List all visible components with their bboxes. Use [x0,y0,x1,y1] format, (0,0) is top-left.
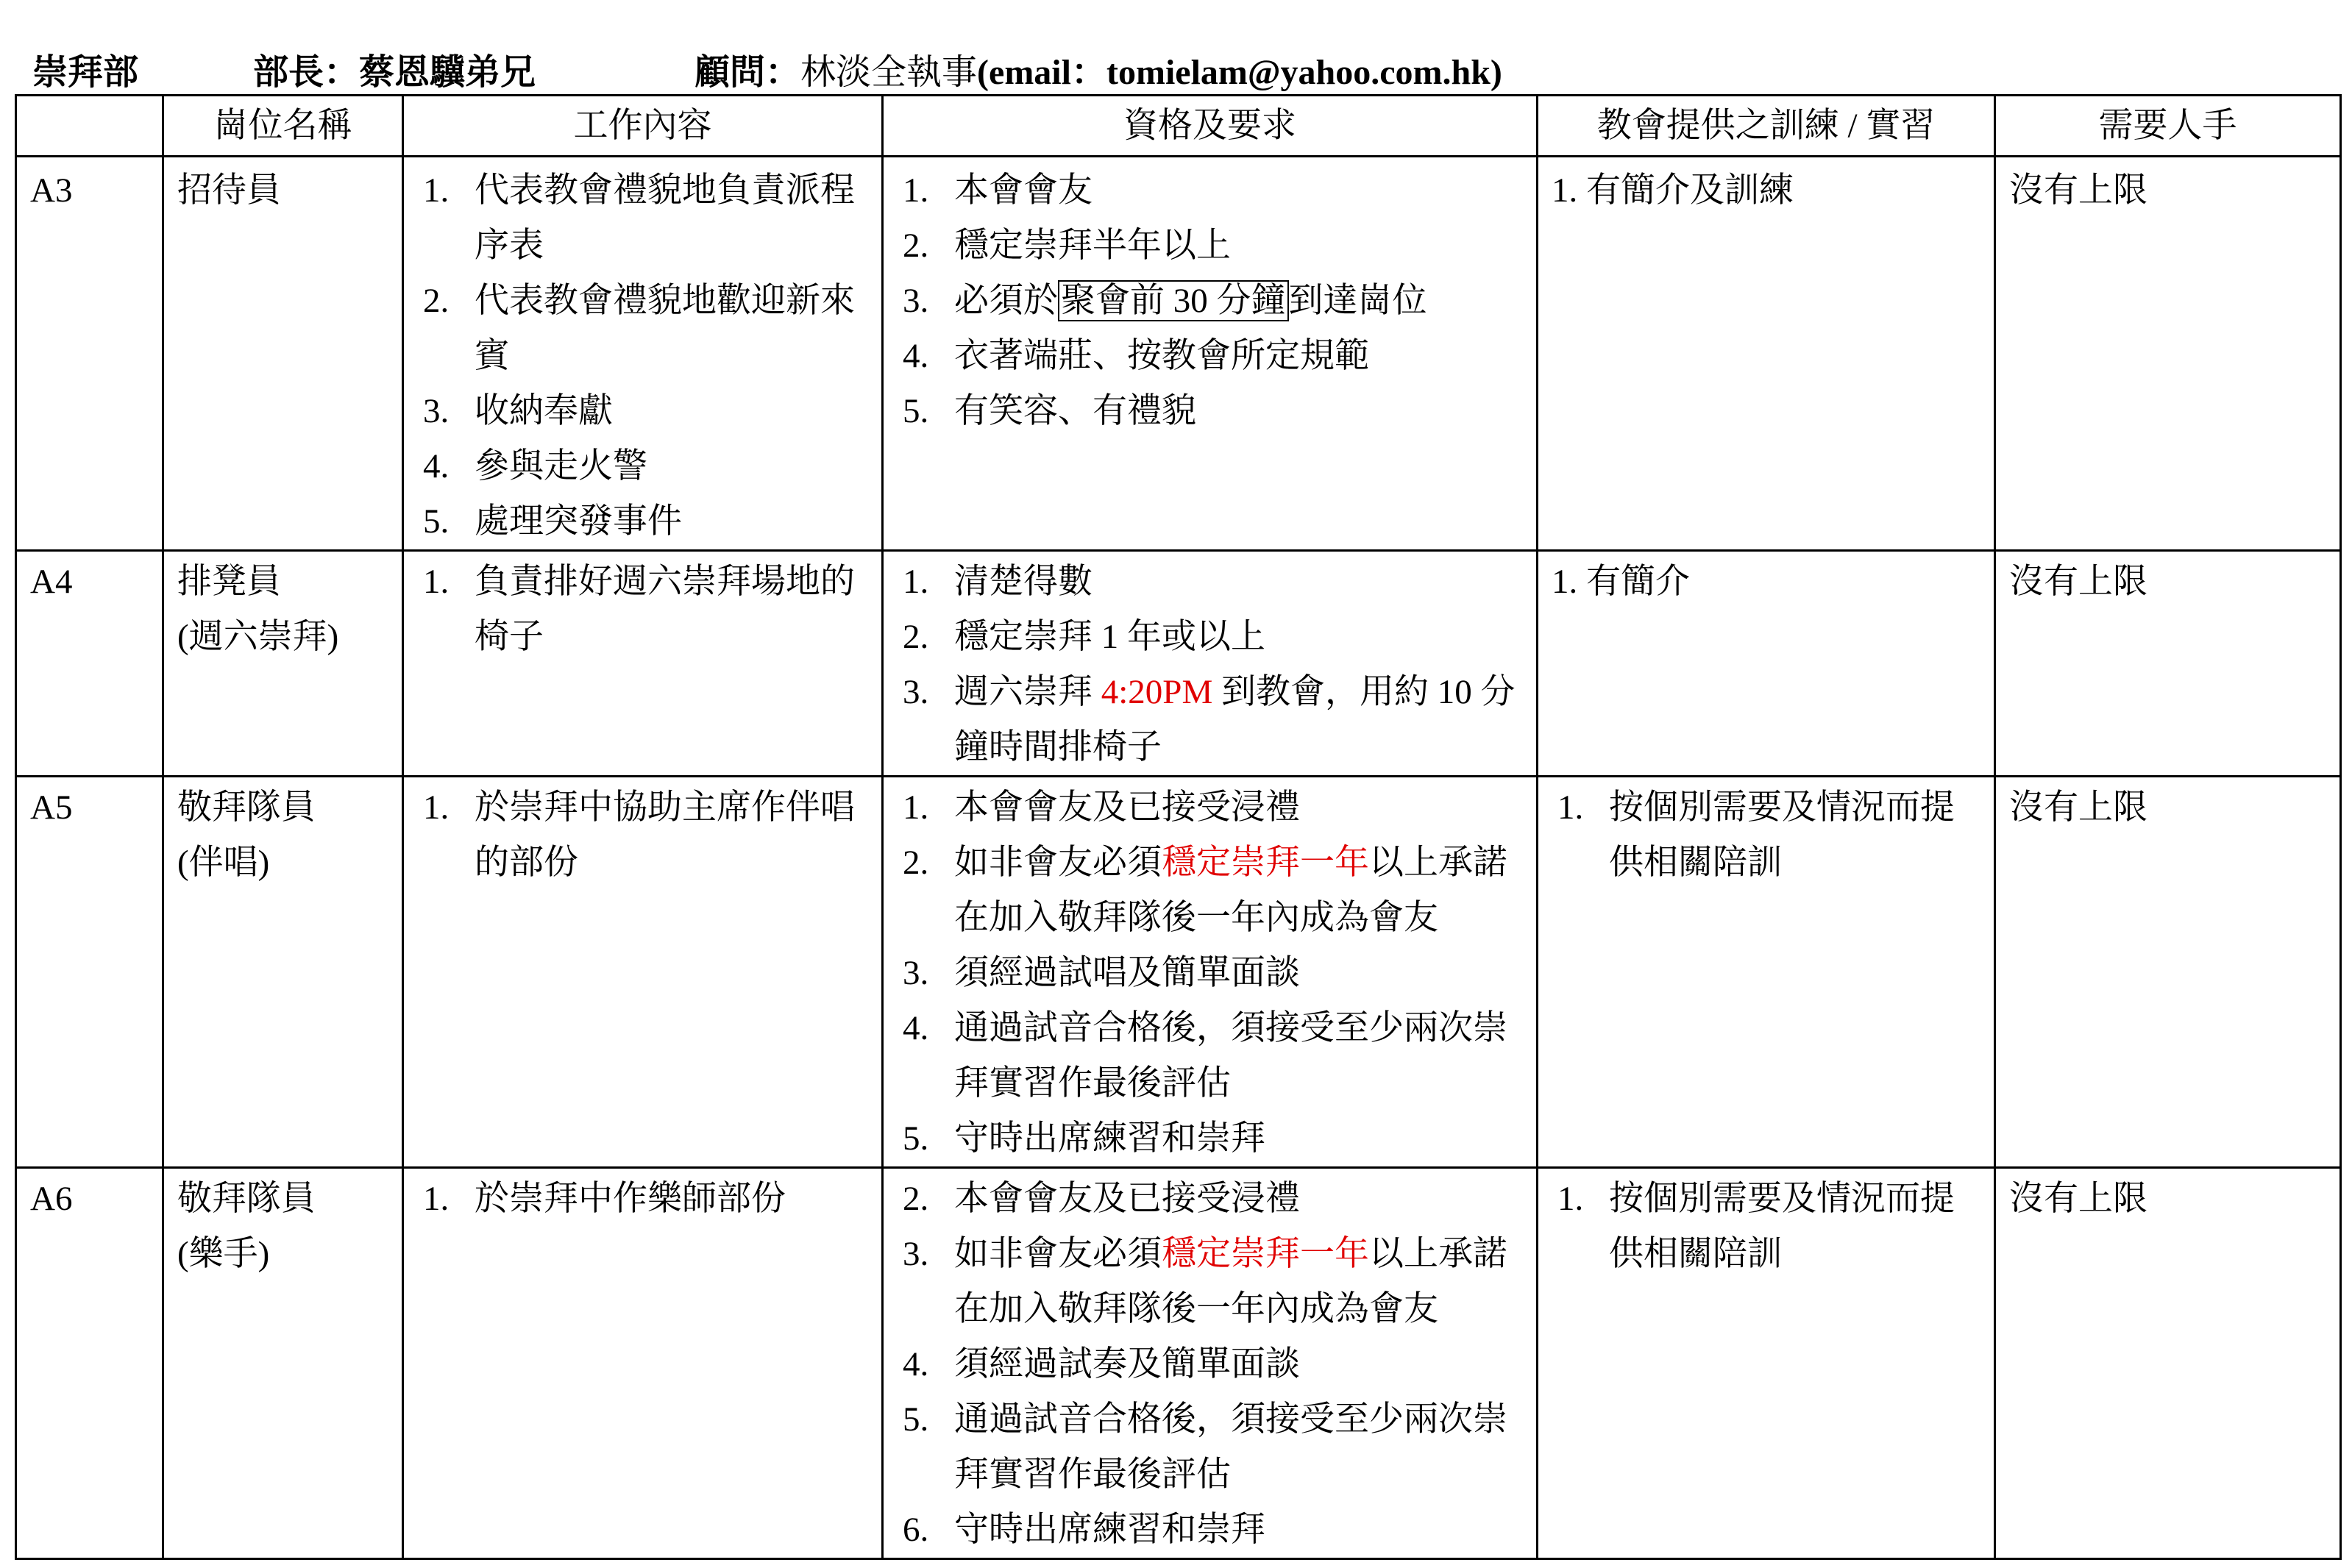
role-requirements [883,1168,1538,1559]
list-item: 2. 本會會友及已接受浸禮 [903,1180,1300,1218]
position-line: (樂手) [177,1235,270,1273]
role-manpower: 沒有上限 [1995,777,2341,1168]
list-item: 4. 參與走火警 [423,447,647,485]
role-requirements [883,777,1538,1168]
table-row [16,777,2341,1168]
col-header-position: 崗位名稱 [163,96,403,157]
boxed-text: 聚會前 30 分鐘 [1058,280,1289,321]
list-item: 3. 必須於聚會前 30 分鐘到達崗位 [903,282,1427,320]
list-item: 3. 收納奉獻 [423,392,613,430]
role-manpower: 沒有上限 [1995,551,2341,777]
advisor-info [694,47,1502,99]
advisor-name: 林淡全執事 [800,53,978,92]
table-row [16,551,2341,777]
list-item: 2. 穩定崇拜 1 年或以上 [903,618,1265,656]
col-header-training: 教會提供之訓練 / 實習 [1538,96,1995,157]
role-duties [403,777,883,1168]
table-row [16,1168,2341,1559]
role-position [163,157,403,551]
list-item: 1. 按個別需要及情況而提供相關陪訓 [1557,1180,1955,1273]
role-manpower: 沒有上限 [1995,157,2341,551]
role-requirements [883,157,1538,551]
advisor-email: (email：tomielam@yahoo.com.hk) [977,53,1502,92]
list-item: 4. 衣著端莊、按教會所定規範 [903,337,1369,375]
list-item: 4. 須經過試奏及簡單面談 [903,1345,1300,1383]
role-requirements [883,551,1538,777]
roles-table [15,94,2342,1560]
highlight-text: 穩定崇拜一年 [1162,844,1369,882]
list-item: 5. 通過試音合格後，須接受至少兩次崇拜實習作最後評估 [903,1400,1507,1494]
col-header-code [16,96,163,157]
table-header-row [16,96,2341,157]
list-item: 1. 本會會友及已接受浸禮 [903,788,1300,827]
role-code: A6 [16,1168,163,1559]
list-item: 5. 守時出席練習和崇拜 [903,1119,1265,1158]
role-manpower: 沒有上限 [1995,1168,2341,1559]
role-position [163,1168,403,1559]
position-line: 敬拜隊員 [177,788,316,827]
role-training [1538,1168,1995,1559]
role-position [163,551,403,777]
col-header-manpower: 需要人手 [1995,96,2341,157]
role-training: 1. 有簡介 [1538,551,1995,777]
table-row [16,157,2341,551]
list-item: 2. 穩定崇拜半年以上 [903,227,1231,265]
list-item: 1. 代表教會禮貌地負責派程序表 [423,171,855,265]
list-item: 5. 有笑容、有禮貌 [903,392,1196,430]
minister-name: 部長：蔡恩驥弟兄 [253,53,536,92]
list-item: 4. 通過試音合格後，須接受至少兩次崇拜實習作最後評估 [903,1009,1507,1102]
role-training: 1. 有簡介及訓練 [1538,157,1995,551]
role-code: A3 [16,157,163,551]
list-item: 3. 如非會友必須穩定崇拜一年以上承諾在加入敬拜隊後一年內成為會友 [903,1235,1507,1328]
advisor-label: 顧問： [694,53,801,92]
department-title: 崇拜部 [32,53,139,92]
position-line: 招待員 [177,171,281,210]
col-header-requirements: 資格及要求 [883,96,1538,157]
col-header-duties: 工作內容 [403,96,883,157]
highlight-text: 4:20PM [1101,673,1213,711]
list-item: 5. 處理突發事件 [423,502,682,541]
role-position [163,777,403,1168]
role-duties [403,1168,883,1559]
list-item: 1. 負責排好週六崇拜場地的椅子 [423,563,855,656]
position-line: (週六崇拜) [177,618,339,656]
position-line: (伴唱) [177,844,270,882]
list-item: 1. 清楚得數 [903,563,1092,601]
role-duties [403,551,883,777]
list-item: 6. 守時出席練習和崇拜 [903,1511,1265,1549]
role-code: A5 [16,777,163,1168]
role-duties [403,157,883,551]
highlight-text: 穩定崇拜一年 [1162,1235,1369,1273]
list-item: 1. 本會會友 [903,171,1092,210]
list-item: 1. 於崇拜中協助主席作伴唱的部份 [423,788,855,882]
list-item: 2. 代表教會禮貌地歡迎新來賓 [423,282,855,375]
list-item: 1. 於崇拜中作樂師部份 [423,1180,786,1218]
role-training [1538,777,1995,1168]
position-line: 敬拜隊員 [177,1180,316,1218]
list-item: 3. 須經過試唱及簡單面談 [903,954,1300,992]
list-item: 3. 週六崇拜 4:20PM 到教會，用約 10 分鐘時間排椅子 [903,673,1516,766]
list-item: 1. 按個別需要及情況而提供相關陪訓 [1557,788,1955,882]
list-item: 2. 如非會友必須穩定崇拜一年以上承諾在加入敬拜隊後一年內成為會友 [903,844,1507,937]
position-line: 排凳員 [177,563,281,601]
role-code: A4 [16,551,163,777]
